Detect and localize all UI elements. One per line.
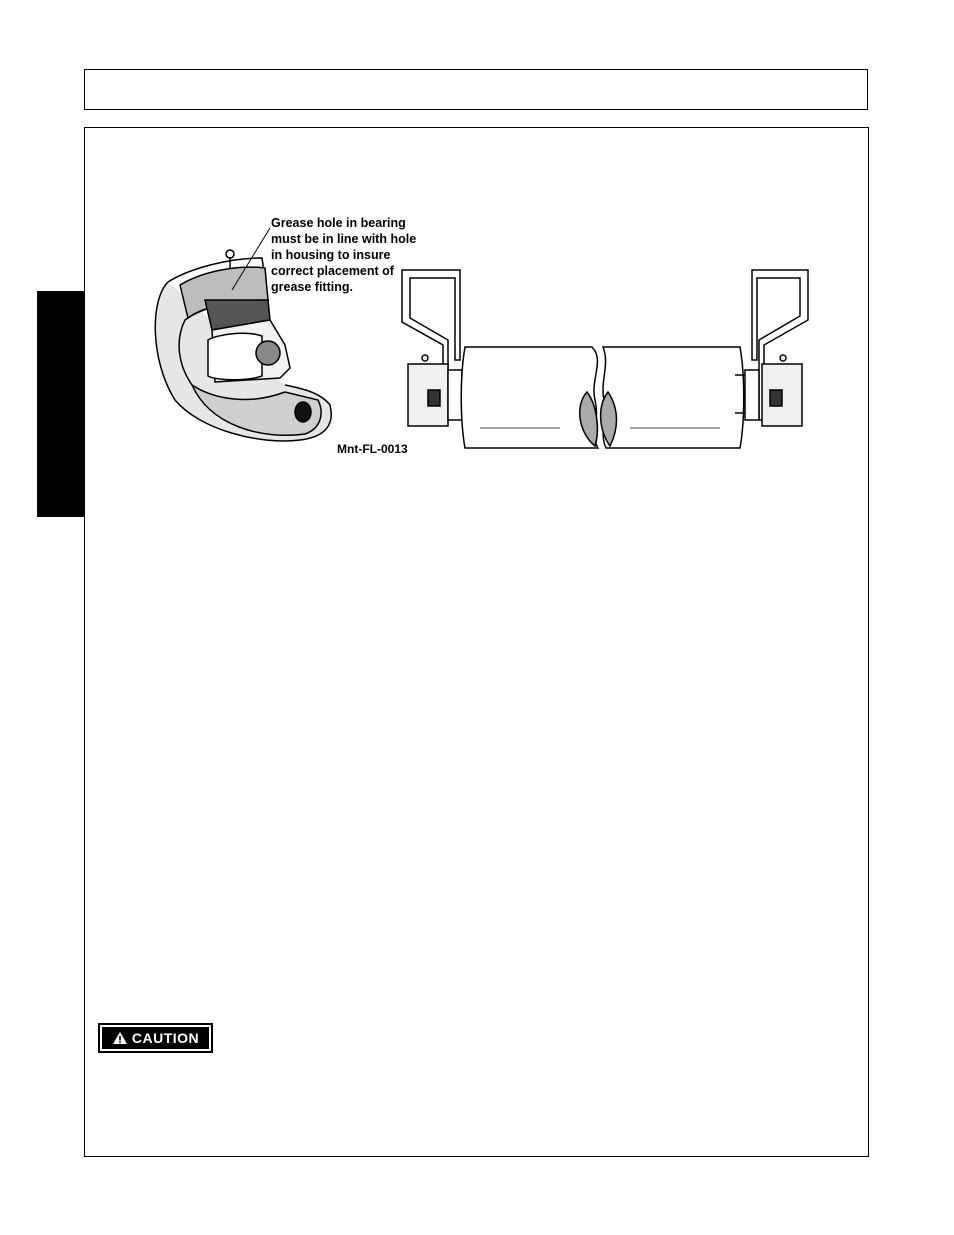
- grease-hole-callout: [271, 215, 431, 295]
- callout-line: must be in line with hole: [271, 232, 417, 246]
- callout-line: correct placement of: [271, 264, 394, 278]
- warning-triangle-icon: [112, 1031, 128, 1045]
- roller-assembly-drawing: [402, 270, 808, 448]
- caution-badge: [98, 1023, 213, 1053]
- bearing-roller-illustration: [0, 0, 954, 480]
- caution-label: CAUTION: [131, 1030, 200, 1046]
- callout-line: Grease hole in bearing: [271, 216, 406, 230]
- callout-line: grease fitting.: [271, 280, 353, 294]
- callout-line: in housing to insure: [271, 248, 391, 262]
- figure-id-label: Mnt-FL-0013: [337, 442, 408, 456]
